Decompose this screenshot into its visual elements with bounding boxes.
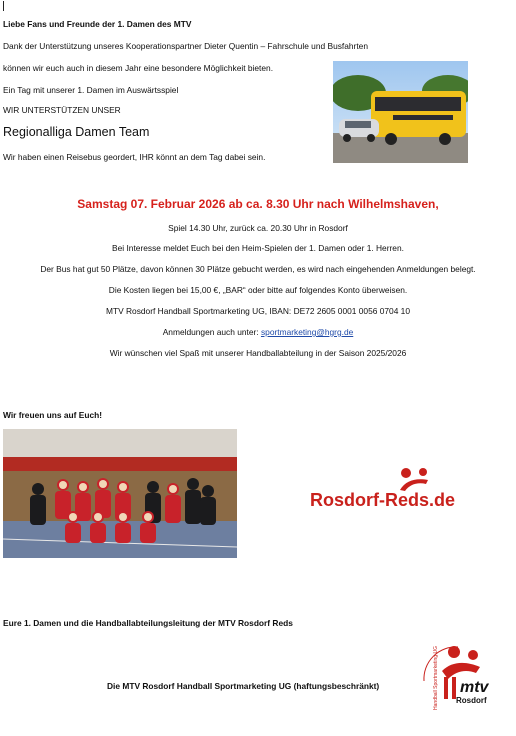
greeting: Liebe Fans und Freunde der 1. Damen des MTV — [3, 19, 192, 29]
team-photo — [3, 429, 237, 558]
info-line-4: Die Kosten liegen bei 15,00 €, „BAR“ oder bitte auf folgendes Konto überweisen. — [108, 285, 408, 295]
event-headline: Samstag 07. Februar 2026 ab ca. 8.30 Uhr nach Wilhelmshaven, — [77, 197, 439, 211]
signup-email-link[interactable]: sportmarketing@hgrg.de — [260, 327, 354, 337]
team-name: Regionalliga Damen Team — [3, 125, 150, 139]
paragraph-5: Wir haben einen Reisebus geordert, IHR könnt an dem Tag dabei sein. — [3, 152, 266, 162]
info-line-7: Wir wünschen viel Spaß mit unserer Handballabteilung in der Saison 2025/2026 — [109, 348, 407, 358]
rosdorf-reds-logo — [308, 466, 456, 514]
signature-line-2: Die MTV Rosdorf Handball Sportmarketing UG (haftungsbeschränkt) — [107, 681, 380, 691]
paragraph-3: Ein Tag mit unserer 1. Damen im Auswärtsspiel — [3, 85, 179, 95]
paragraph-1: Dank der Unterstützung unseres Kooperationspartner Dieter Quentin – Fahrschule und Busfahrten — [3, 41, 368, 51]
mtv-logo-ring-text: Handball Sportmarketing UG — [432, 646, 439, 710]
info-line-1: Spiel 14.30 Uhr, zurück ca. 20.30 Uhr in Rosdorf — [168, 223, 348, 233]
paragraph-2: können wir euch auch in diesem Jahr eine besondere Möglichkeit bieten. — [3, 63, 274, 73]
handball-player-icon — [396, 466, 434, 492]
mtv-logo-subtext: Rosdorf — [456, 696, 487, 705]
paragraph-4: WIR UNTERSTÜTZEN UNSER — [3, 105, 121, 115]
cheer-text: Wir freuen uns auf Euch! — [3, 410, 103, 420]
mtv-rosdorf-logo — [418, 641, 498, 716]
reds-logo-text: Rosdorf-Reds.de — [310, 490, 456, 510]
bus-photo — [333, 61, 468, 163]
info-line-3: Der Bus hat gut 50 Plätze, davon können 30 Plätze gebucht werden, es wird nach eingehenden Anmeldungen belegt. — [40, 264, 476, 274]
text-cursor — [3, 1, 4, 11]
info-line-5: MTV Rosdorf Handball Sportmarketing UG, IBAN: DE72 2605 0001 0056 0704 10 — [106, 306, 410, 316]
info-line-2: Bei Interesse meldet Euch bei den Heim-Spielen der 1. Damen oder 1. Herren. — [112, 243, 404, 253]
signup-label: Anmeldungen auch unter: — [162, 327, 261, 337]
mtv-logo-text: mtv — [460, 679, 489, 696]
signature-line-1: Eure 1. Damen und die Handballabteilungsleitung der MTV Rosdorf Reds — [3, 618, 293, 628]
info-line-6 — [0, 327, 516, 337]
